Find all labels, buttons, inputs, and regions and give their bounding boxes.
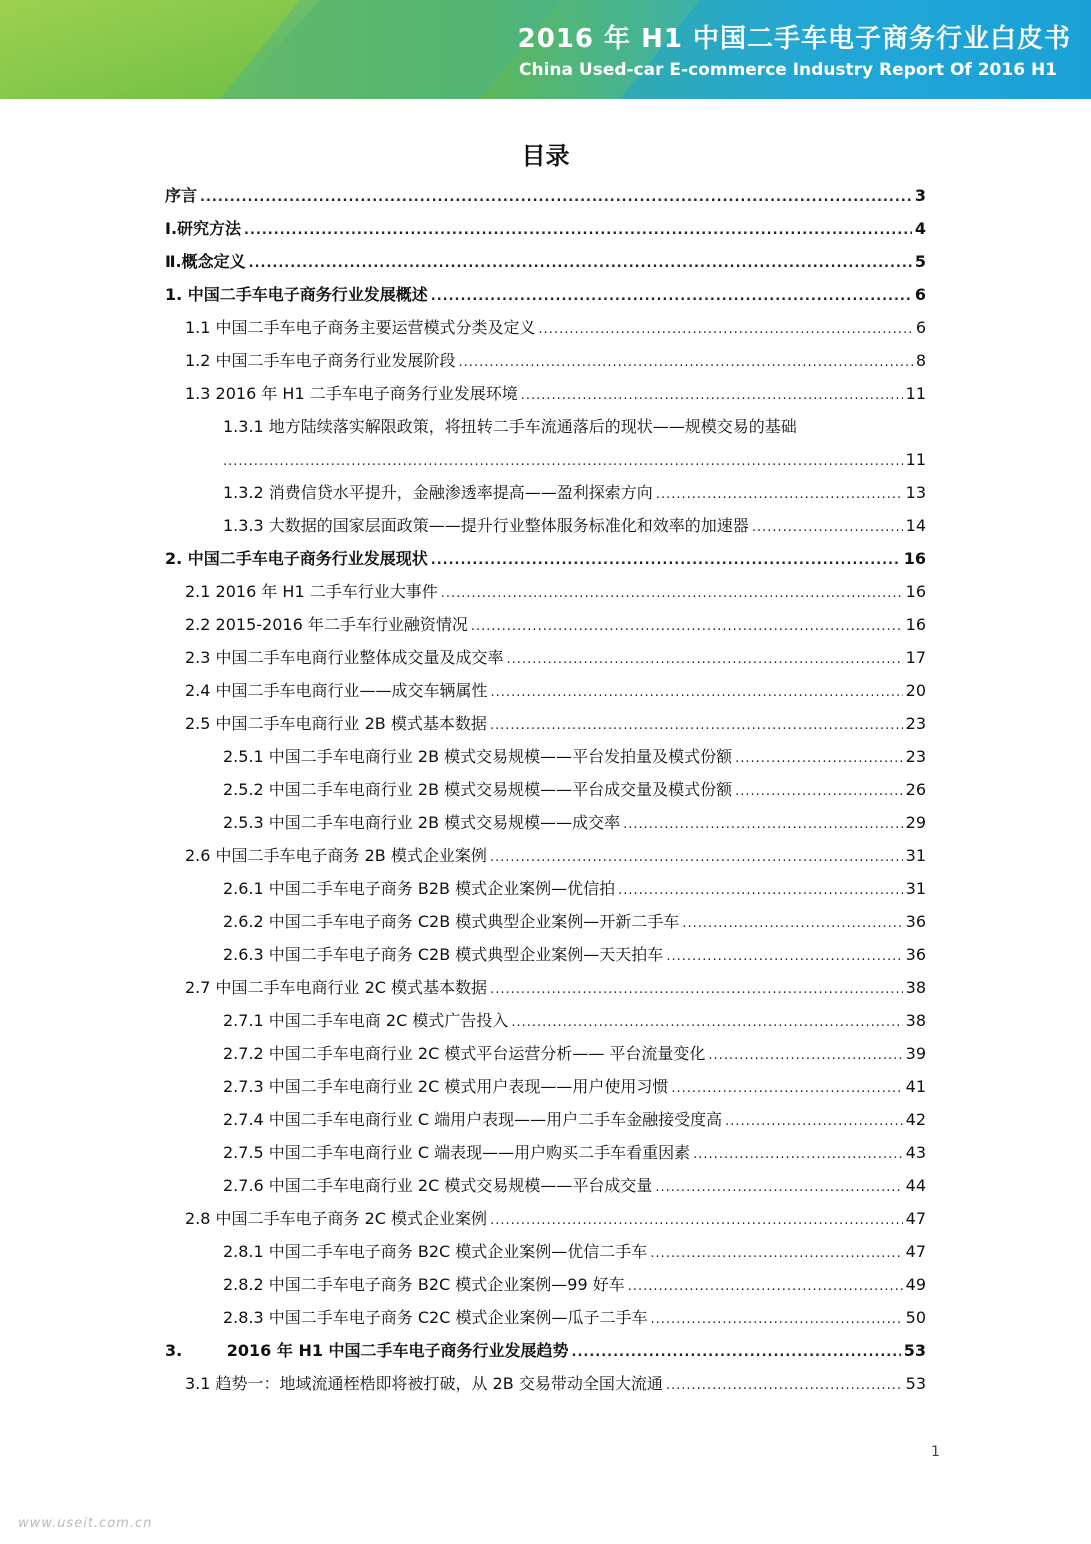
toc-entry-label: 1.3 2016 年 H1 二手车电子商务行业发展环境 xyxy=(185,384,518,403)
leader-dots xyxy=(735,775,903,808)
toc-entry[interactable] xyxy=(165,278,926,311)
toc-entry-label: 2.5.2 中国二手车电商行业 2B 模式交易规模——平台成交量及模式份额 xyxy=(223,780,733,799)
leader-dots xyxy=(244,214,912,247)
toc-entry-page: 47 xyxy=(905,1242,926,1261)
toc-entry-page: 14 xyxy=(905,516,926,535)
toc-entry[interactable] xyxy=(185,971,926,1004)
toc-entry-label: 3.1 趋势一：地域流通桎梏即将被打破，从 2B 交易带动全国大流通 xyxy=(185,1374,663,1393)
toc-entry[interactable] xyxy=(185,311,926,344)
leader-dots xyxy=(507,643,903,676)
toc-entry-page: 23 xyxy=(905,747,926,766)
leader-dots xyxy=(623,808,903,841)
toc-entry-page: 16 xyxy=(903,549,926,568)
leader-dots xyxy=(671,1072,902,1105)
toc-entry[interactable] xyxy=(223,1136,926,1169)
leader-dots xyxy=(491,676,903,709)
toc-entry-page: 43 xyxy=(905,1143,926,1162)
toc-entry-page: 31 xyxy=(905,879,926,898)
leader-dots xyxy=(572,1336,901,1369)
toc-entry-page: 29 xyxy=(905,813,926,832)
toc-entry-page: 13 xyxy=(905,483,926,502)
toc-entry[interactable] xyxy=(223,1301,926,1334)
toc-entry-label: 1.1 中国二手车电子商务主要运营模式分类及定义 xyxy=(185,318,536,337)
leader-dots xyxy=(666,940,902,973)
leader-dots xyxy=(682,907,902,940)
toc-entry[interactable] xyxy=(223,806,926,839)
toc-entry-page: 23 xyxy=(905,714,926,733)
toc-entry-label: 2.7.5 中国二手车电商行业 C 端表现——用户购买二手车看重因素 xyxy=(223,1143,691,1162)
toc-entry[interactable] xyxy=(165,1334,926,1367)
toc-entry-page: 38 xyxy=(905,978,926,997)
toc-entry-label: 2.3 中国二手车电商行业整体成交量及成交率 xyxy=(185,648,504,667)
toc-entry[interactable] xyxy=(223,773,926,806)
report-subtitle: China Used-car E-commerce Industry Report Of 2016 H1 xyxy=(519,60,1057,80)
toc-entry-page: 31 xyxy=(905,846,926,865)
leader-dots xyxy=(650,1237,902,1270)
toc-entry-page: 44 xyxy=(905,1176,926,1195)
toc-entry-page: 16 xyxy=(905,615,926,634)
toc-entry[interactable] xyxy=(185,377,926,410)
leader-dots xyxy=(431,280,912,313)
leader-dots xyxy=(539,313,913,346)
watermark: www.useit.com.cn xyxy=(18,1516,153,1531)
leader-dots xyxy=(490,973,903,1006)
toc-entry[interactable] xyxy=(223,1070,926,1103)
toc-entry-label: 2.7.1 中国二手车电商 2C 模式广告投入 xyxy=(223,1011,509,1030)
toc-entry[interactable] xyxy=(185,575,926,608)
toc-entry-page: 11 xyxy=(905,450,926,469)
toc-entry-label: 2.5.3 中国二手车电商行业 2B 模式交易规模——成交率 xyxy=(223,813,621,832)
leader-dots xyxy=(490,709,903,742)
toc-entry-label: 2.7 中国二手车电商行业 2C 模式基本数据 xyxy=(185,978,488,997)
toc-entry-page: 42 xyxy=(905,1110,926,1129)
toc-entry-page: 20 xyxy=(905,681,926,700)
page-number: 1 xyxy=(931,1444,940,1460)
toc-entry[interactable] xyxy=(223,476,926,509)
toc-entry-label: 2.5.1 中国二手车电商行业 2B 模式交易规模——平台发拍量及模式份额 xyxy=(223,747,733,766)
leader-dots xyxy=(249,247,912,280)
toc-entry[interactable] xyxy=(185,344,926,377)
toc-entry-page: 17 xyxy=(905,648,926,667)
toc-entry-label: 2.6 中国二手车电子商务 2B 模式企业案例 xyxy=(185,846,487,865)
toc-entry[interactable] xyxy=(223,1268,926,1301)
toc-entry-page: 53 xyxy=(905,1374,926,1393)
toc-entry-label: 2.4 中国二手车电商行业——成交车辆属性 xyxy=(185,681,488,700)
toc-entry[interactable] xyxy=(223,905,926,938)
leader-dots xyxy=(628,1270,903,1303)
toc-entry-page: 6 xyxy=(914,285,926,304)
toc-entry-label: 序言 xyxy=(165,186,198,205)
toc-entry-label: 1. 中国二手车电子商务行业发展概述 xyxy=(165,285,428,304)
toc-entry-label: 2.7.4 中国二手车电商行业 C 端用户表现——用户二手车金融接受度高 xyxy=(223,1110,723,1129)
toc-entry-label: 2.8.1 中国二手车电子商务 B2C 模式企业案例—优信二手车 xyxy=(223,1242,648,1261)
toc-entry-page: 36 xyxy=(905,912,926,931)
toc-entry-page: 26 xyxy=(905,780,926,799)
toc-entry[interactable] xyxy=(223,1169,926,1202)
toc-entry[interactable] xyxy=(223,443,926,476)
toc-entry[interactable] xyxy=(185,839,926,872)
toc-entry[interactable] xyxy=(223,1004,926,1037)
toc-entry[interactable] xyxy=(223,938,926,971)
leader-dots xyxy=(735,742,903,775)
toc-entry-page: 47 xyxy=(905,1209,926,1228)
toc-entry[interactable] xyxy=(165,212,926,245)
toc-entry[interactable] xyxy=(223,509,926,542)
report-title: 2016 年 H1 中国二手车电子商务行业白皮书 xyxy=(517,24,1071,54)
toc-entry-label: 2.8 中国二手车电子商务 2C 模式企业案例 xyxy=(185,1209,488,1228)
leader-dots xyxy=(693,1138,902,1171)
toc-entry-label: 2. 中国二手车电子商务行业发展现状 xyxy=(165,549,428,568)
toc-entry-page: 5 xyxy=(914,252,926,271)
toc-entry[interactable] xyxy=(185,1202,926,1235)
toc-entry-label: 1.3.2 消费信贷水平提升，金融渗透率提高——盈利探索方向 xyxy=(223,483,653,502)
leader-dots xyxy=(651,1303,903,1336)
toc-entry-label: 2.8.2 中国二手车电子商务 B2C 模式企业案例—99 好车 xyxy=(223,1275,625,1294)
toc-entry[interactable] xyxy=(223,1235,926,1268)
toc-entry-page: 3 xyxy=(914,186,926,205)
toc-entry-label: 2.2 2015-2016 年二手车行业融资情况 xyxy=(185,615,468,634)
leader-dots xyxy=(618,874,903,907)
toc-entry-page: 53 xyxy=(903,1341,926,1360)
leader-dots xyxy=(459,346,913,379)
leader-dots xyxy=(200,181,912,214)
toc-entry[interactable] xyxy=(185,641,926,674)
leader-dots xyxy=(223,445,903,478)
toc-entry-label: Ⅱ.概念定义 xyxy=(165,252,246,271)
toc-entry-page: 39 xyxy=(905,1044,926,1063)
leader-dots xyxy=(441,577,903,610)
toc-entry-page: 50 xyxy=(905,1308,926,1327)
leader-dots xyxy=(521,379,903,412)
toc-entry-page: 36 xyxy=(905,945,926,964)
leader-dots xyxy=(656,478,903,511)
toc-entry[interactable] xyxy=(185,1367,926,1400)
toc-entry[interactable] xyxy=(223,1037,926,1070)
toc-entry-page: 41 xyxy=(905,1077,926,1096)
toc-entry-page: 4 xyxy=(914,219,926,238)
toc-entry[interactable] xyxy=(165,245,926,278)
leader-dots xyxy=(655,1171,902,1204)
leader-dots xyxy=(708,1039,902,1072)
toc-entry[interactable] xyxy=(185,674,926,707)
toc-entry-label: 1.2 中国二手车电子商务行业发展阶段 xyxy=(185,351,456,370)
toc-entry[interactable] xyxy=(223,1103,926,1136)
leader-dots xyxy=(431,544,901,577)
toc-entry-label: 2.7.6 中国二手车电商行业 2C 模式交易规模——平台成交量 xyxy=(223,1176,653,1195)
toc-entry-page: 38 xyxy=(905,1011,926,1030)
toc-entry-label: 2.6.2 中国二手车电子商务 C2B 模式典型企业案例—开新二手车 xyxy=(223,912,680,931)
toc-entry[interactable] xyxy=(223,740,926,773)
toc-entry-page: 6 xyxy=(915,318,926,337)
toc-entry[interactable] xyxy=(223,872,926,905)
toc-entry-page: 49 xyxy=(905,1275,926,1294)
toc-entry[interactable] xyxy=(165,179,926,212)
toc-entry-label: 2.6.1 中国二手车电子商务 B2B 模式企业案例—优信拍 xyxy=(223,879,616,898)
leader-dots xyxy=(666,1369,903,1402)
toc-entry-label: 2.1 2016 年 H1 二手车行业大事件 xyxy=(185,582,438,601)
toc-entry-label: 2.7.3 中国二手车电商行业 2C 模式用户表现——用户使用习惯 xyxy=(223,1077,669,1096)
toc-entry-label[interactable]: 1.3.1 地方陆续落实解限政策，将扭转二手车流通落后的现状——规模交易的基础 xyxy=(223,417,797,436)
leader-dots xyxy=(490,841,903,874)
leader-dots xyxy=(511,1006,902,1039)
toc-entry[interactable] xyxy=(185,707,926,740)
toc-entry-label: 3. 2016 年 H1 中国二手车电子商务行业发展趋势 xyxy=(165,1341,569,1360)
toc-heading: 目录 xyxy=(521,142,570,170)
toc-entry-page: 8 xyxy=(915,351,926,370)
leader-dots xyxy=(490,1204,903,1237)
toc-entry[interactable] xyxy=(165,542,926,575)
report-header xyxy=(0,0,1091,99)
toc-entry-label: 2.8.3 中国二手车电子商务 C2C 模式企业案例—瓜子二手车 xyxy=(223,1308,648,1327)
toc-entry-label: 2.6.3 中国二手车电子商务 C2B 模式典型企业案例—天天拍车 xyxy=(223,945,664,964)
toc-entry-page: 11 xyxy=(905,384,926,403)
leader-dots xyxy=(471,610,903,643)
toc-entry[interactable] xyxy=(185,608,926,641)
leader-dots xyxy=(752,511,903,544)
toc-entry-label: Ⅰ.研究方法 xyxy=(165,219,242,238)
toc-entry-label: 1.3.3 大数据的国家层面政策——提升行业整体服务标准化和效率的加速器 xyxy=(223,516,749,535)
toc-entry-page: 16 xyxy=(905,582,926,601)
toc-entry-label: 2.7.2 中国二手车电商行业 2C 模式平台运营分析—— 平台流量变化 xyxy=(223,1044,706,1063)
toc-entry-label: 2.5 中国二手车电商行业 2B 模式基本数据 xyxy=(185,714,487,733)
leader-dots xyxy=(725,1105,902,1138)
